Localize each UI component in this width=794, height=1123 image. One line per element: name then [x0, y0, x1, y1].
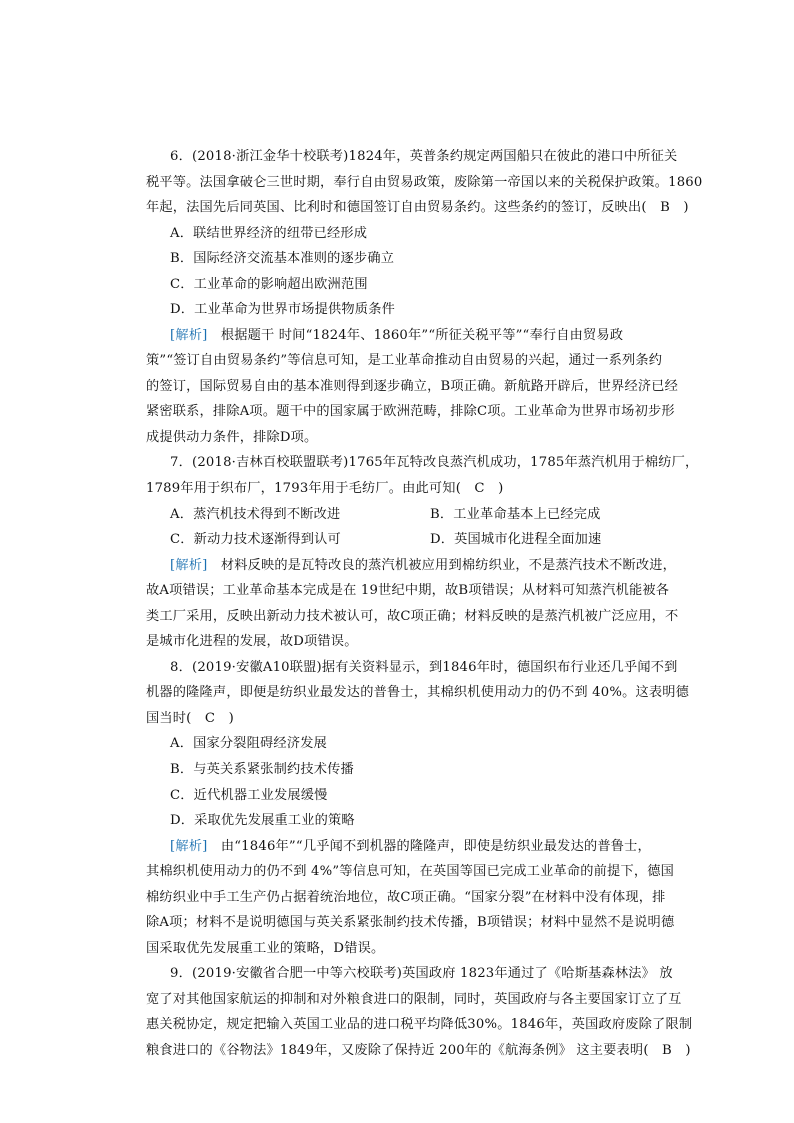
q7-analysis-line-3: 类工厂采用，反映出新动力技术被认可，故C项正确；材料反映的是蒸汽机被广泛应用，不 [146, 609, 679, 624]
q7-stem-line-2: 1789年用于织布厂，1793年用于毛纺厂。由此可知( C ) [146, 481, 504, 496]
q8-option-d: D．采取优先发展重工业的策略 [170, 813, 355, 828]
q9-stem-line-3: 惠关税协定，规定把输入英国工业品的进口税平均降低30%。1846年，英国政府废除了限制 [146, 1017, 693, 1032]
q7-option-c: C．新动力技术逐渐得到认可 [170, 532, 341, 547]
q6-analysis-line-2: 策”“签订自由贸易条约”等信息可知，是工业革命推动自由贸易的兴起，通过一系列条约 [146, 353, 663, 368]
q8-stem-line-2: 机器的隆隆声，即便是纺织业最发达的普鲁士，其棉织机使用动力的仍不到 40%。这表明德 [146, 685, 690, 700]
q8-stem-line-3: 国当时( C ) [146, 711, 234, 726]
q8-option-b: B．与英关系紧张制约技术传播 [170, 762, 354, 777]
q7-option-a: A．蒸汽机技术得到不断改进 [170, 507, 341, 522]
q9-stem-line-2: 宽了对其他国家航运的抑制和对外粮食进口的限制，同时，英国政府与各主要国家订立了互 [146, 992, 682, 1007]
q7-option-d: D．英国城市化进程全面加速 [430, 532, 602, 547]
q6-stem-line-2: 税平等。法国拿破仑三世时期，奉行自由贸易政策，废除第一帝国以来的关税保护政策。1860 [146, 175, 703, 190]
q9-stem-line-4: 粮食进口的《谷物法》1849年，又废除了保持近 200年的《航海条例》 这主要表明( B ) [146, 1043, 691, 1058]
q7-analysis-line-4: 是城市化进程的发展，故D项错误。 [146, 634, 358, 649]
q6-option-b: B．国际经济交流基本准则的逐步确立 [170, 251, 395, 266]
analysis-tag: [解析] [170, 328, 208, 343]
q8-analysis-line-4: 除A项；材料不是说明德国与英关系紧张制约技术传播，B项错误；材料中显然不是说明德 [146, 915, 675, 930]
q6-option-d: D．工业革命为世界市场提供物质条件 [170, 302, 395, 317]
q9-stem-line-1: 9．(2019·安徽省合肥一中等六校联考)英国政府 1823年通过了《哈斯基森林法》 放 [170, 966, 673, 981]
q7-analysis-line-1: [解析] 材料反映的是瓦特改良的蒸汽机被应用到棉纺织业，不是蒸汽技术不断改进， [170, 558, 677, 573]
analysis-tag: [解析] [170, 558, 208, 573]
q6-analysis-line-3: 的签订，国际贸易自由的基本准则得到逐步确立，B项正确。新航路开辟后，世界经济已经 [146, 379, 678, 394]
q6-option-a: A．联结世界经济的纽带已经形成 [170, 226, 368, 241]
q6-stem-line-1: 6．(2018·浙江金华十校联考)1824年，英普条约规定两国船只在彼此的港口中所征关 [170, 149, 678, 164]
q8-stem-line-1: 8．(2019·安徽A10联盟)据有关资料显示，到1846年时，德国织布行业还几乎闻不到 [170, 660, 678, 675]
q7-analysis-line-2: 故A项错误；工业革命基本完成是在 19世纪中期，故B项错误；从材料可知蒸汽机能被各 [146, 583, 670, 598]
q6-analysis-line-4: 紧密联系，排除A项。题干中的国家属于欧洲范畴，排除C项。工业革命为世界市场初步形 [146, 404, 675, 419]
q8-option-a: A．国家分裂阻碍经济发展 [170, 736, 327, 751]
q6-analysis-line-5: 成提供动力条件，排除D项。 [146, 430, 318, 445]
q7-stem-line-1: 7．(2018·吉林百校联盟联考)1765年瓦特改良蒸汽机成功，1785年蒸汽机用于棉纺厂， [170, 455, 699, 470]
analysis-tag: [解析] [170, 839, 208, 854]
q8-option-c: C．近代机器工业发展缓慢 [170, 788, 328, 803]
q8-analysis-line-2: 其棉织机使用动力的仍不到 4%”等信息可知，在英国等国已完成工业革命的前提下，德国 [146, 864, 674, 879]
q6-option-c: C．工业革命的影响超出欧洲范围 [170, 277, 368, 292]
q6-analysis-line-1: [解析] 根据题干 时间“1824年、1860年”“所征关税平等”“奉行自由贸易政 [170, 328, 624, 343]
q6-stem-line-3: 年起，法国先后同英国、比利时和德国签订自由贸易条约。这些条约的签订，反映出( B ) [146, 200, 689, 215]
q8-analysis-line-1: [解析] 由“1846年”“几乎闻不到机器的隆隆声，即使是纺织业最发达的普鲁士， [170, 839, 651, 854]
q8-analysis-line-3: 棉纺织业中手工生产仍占据着统治地位，故C项正确。“国家分裂”在材料中没有体现，排 [146, 890, 666, 905]
q8-analysis-line-5: 国采取优先发展重工业的策略，D错误。 [146, 941, 385, 956]
q7-option-b: B．工业革命基本上已经完成 [430, 507, 601, 522]
